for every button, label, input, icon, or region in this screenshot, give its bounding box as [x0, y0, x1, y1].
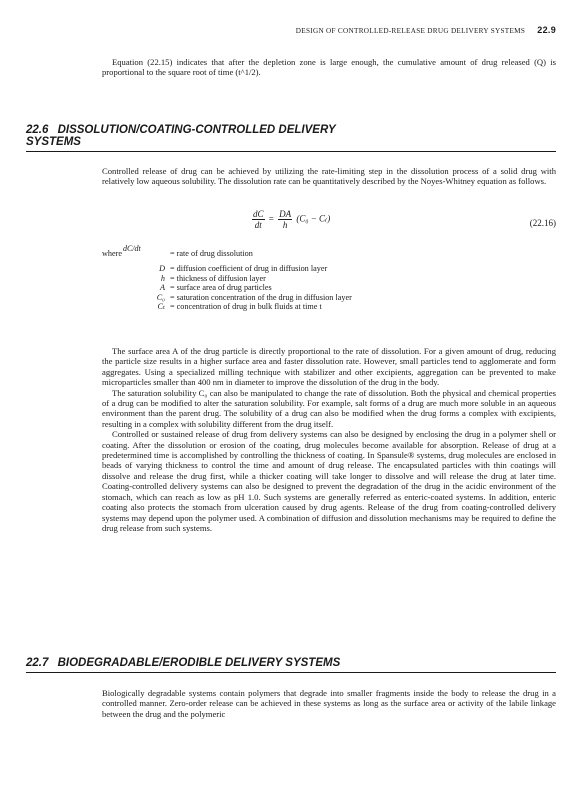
definition-symbol: h — [160, 273, 165, 283]
section-22-6-paragraph-2: The surface area A of the drug particle is directly proportional to the rate of dissolution. For a given amount of drug, reducing the particle size results in a higher surface area and faster dissolution rate. However, small particles tend to agglomerate and form aggregates. Using a specialized milling technique with stabilizer and other excipients, aggregation can be prevented to make microparticles smaller than 400 nm in diameter to improve the dissolution of the drug in the body. — [102, 346, 556, 388]
definition-row — [102, 302, 556, 312]
definition-text: = diffusion coefficient of drug in diffusion layer — [170, 264, 328, 273]
section-22-6-paragraph-3: The saturation solubility C₀ can also be manipulated to change the rate of dissolution. Both the physical and chemical properties of a drug can be modified to alter the saturation solubility. For example, salt forms of a drug are much more soluble in an aqueous environment than the parent drug. The solubility of a drug can also be modified when the drug forms a complex with excipients, resulting in a complex with solubility different from the drug itself. — [102, 387, 556, 429]
section-22-7-heading — [26, 657, 556, 669]
section-22-7-paragraph-1: Biologically degradable systems contain polymers that degrade into smaller fragments inside the body to release the drug in a controlled manner. Zero-order release can be achieved in these systems as long as the surface area or activity of the labile linkage between the drug and the polymeric — [102, 688, 556, 719]
definition-symbol: A — [159, 283, 165, 293]
eq-equals-sign: = — [268, 213, 274, 224]
where-label: where — [102, 249, 123, 258]
eq-rhs-numerator: DA — [279, 209, 292, 219]
definition-symbol: C₀ — [156, 292, 165, 302]
definition-row — [102, 244, 556, 264]
intro-paragraph-block — [102, 57, 556, 78]
section-22-6-number: 22.6 — [26, 124, 49, 136]
definition-row — [102, 274, 556, 284]
section-22-7-number: 22.7 — [26, 657, 49, 669]
definition-row — [102, 264, 556, 274]
eq-rhs-fraction — [278, 209, 292, 230]
definition-symbol: dC/dt — [123, 244, 141, 253]
equation-number: (22.16) — [529, 218, 556, 228]
variable-definitions — [102, 244, 556, 312]
section-22-6-title-line1: DISSOLUTION/COATING-CONTROLLED DELIVERY — [57, 124, 336, 136]
section-22-6-intro-block — [102, 166, 556, 187]
intro-paragraph: Equation (22.15) indicates that after the depletion zone is large enough, the cumulative amount of drug released (Q) is proportional to the square root of time (t^1/2). — [102, 57, 556, 78]
section-22-7-rule — [26, 672, 556, 673]
section-22-7-title: BIODEGRADABLE/ERODIBLE DELIVERY SYSTEMS — [57, 657, 341, 669]
eq-lhs-numerator: dC — [253, 209, 264, 219]
definition-row — [102, 283, 556, 293]
section-22-6-heading — [26, 124, 556, 148]
definition-text: = rate of drug dissolution — [170, 249, 253, 258]
noyes-whitney-equation — [102, 209, 556, 239]
definition-text: = concentration of drug in bulk fluids at time t — [170, 302, 322, 312]
section-22-6-title-line2: SYSTEMS — [26, 136, 81, 148]
running-title: DESIGN OF CONTROLLED-RELEASE DRUG DELIVERY SYSTEMS — [295, 27, 526, 35]
eq-lhs-denominator: dt — [254, 220, 262, 230]
section-22-6-rule — [26, 151, 556, 152]
section-22-6-paragraph-1: Controlled release of drug can be achieved by utilizing the rate-limiting step in the dissolution process of a solid drug with relatively low aqueous solubility. The dissolution rate can be quantitatively described by the Noyes-Whitney equation as follows. — [102, 166, 556, 187]
definition-text: = thickness of diffusion layer — [170, 273, 266, 283]
eq-rhs-denominator: h — [282, 220, 288, 230]
definition-row — [102, 293, 556, 303]
definition-text: = saturation concentration of the drug in diffusion layer — [170, 292, 352, 302]
section-22-6-paragraph-4: Controlled or sustained release of drug from delivery systems can also be designed by enclosing the drug in a polymer shell or coating. After the dissolution or erosion of the coating, drug molecules become available for absorption. Release of drug at a predetermined time is accomplished by controlling the thickness of coating. In Spansule® systems, drug molecules are enclosed in beads of varying thickness to control the time and amount of drug release. The encapsulated particles with thin coatings will dissolve and release the drug first, while a thicker coating will take longer to dissolve and will release the drug at later time. Coating-controlled delivery systems can also be designed to prevent the degradation of the drug in the acidic environment of the stomach, which can reach as low as pH 1.0. Such systems are generally referred as enteric-coated systems. In addition, enteric coating also protects the stomach from ulceration caused by drug agents. Release of the drug from coating-controlled delivery systems may depend upon the polymer used. A combination of diffusion and dissolution mechanisms may be required to define the drug release from such systems. — [102, 429, 556, 533]
definition-text: = surface area of drug particles — [170, 283, 272, 293]
definition-symbol: D — [159, 264, 165, 273]
section-22-6-body — [102, 346, 556, 533]
running-header — [296, 25, 556, 35]
definition-symbol: Cₜ — [157, 302, 165, 312]
section-22-7-body — [102, 688, 556, 719]
eq-rhs-term: (C₀ − C₍) — [296, 213, 331, 224]
eq-lhs-fraction — [252, 209, 265, 230]
page-number: 22.9 — [537, 25, 556, 35]
